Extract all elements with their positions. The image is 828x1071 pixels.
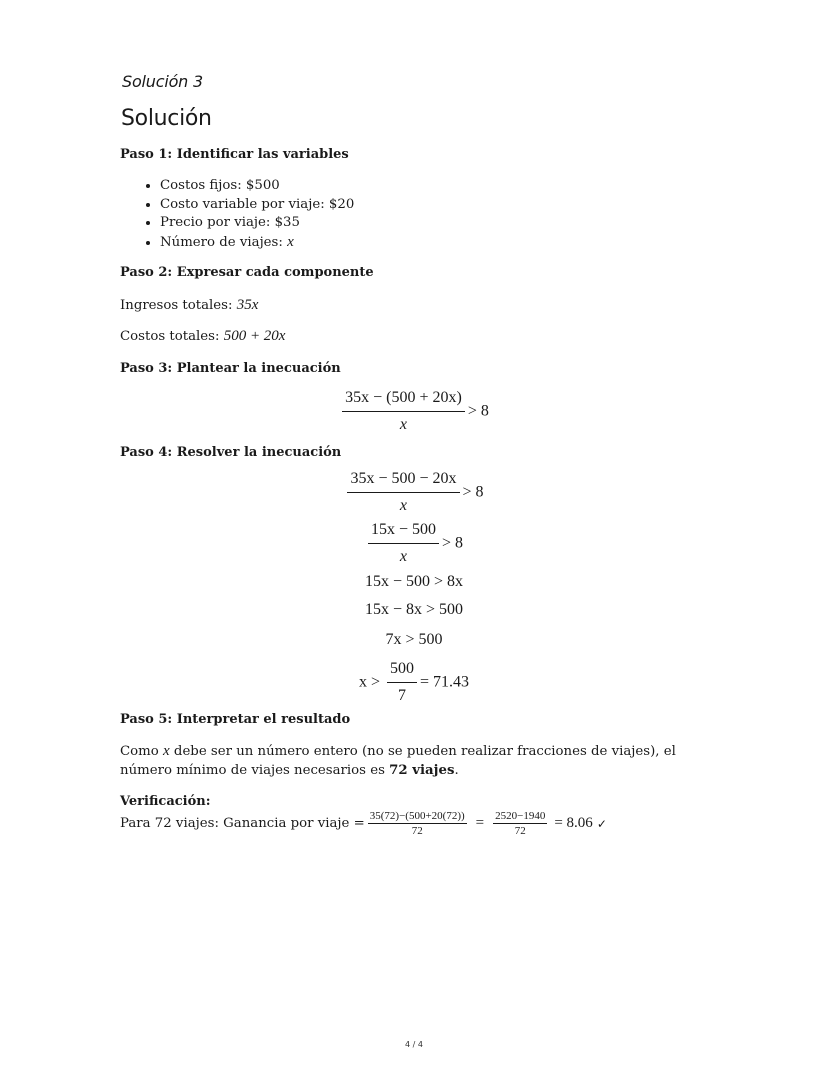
interpretation-paragraph: Como x debe ser un número entero (no se pueden realizar fracciones de viajes), el número mínimo de viajes necesarios es 72 viajes.: [120, 743, 676, 778]
verification-line: Para 72 viajes: Ganancia por viaje = $\frac{35(72)-(500+20(72))}{72}$ = $\frac{2520-1940}{72}$ = 8.06 ✓: [120, 810, 607, 837]
inequation-setup: $\frac{35x - (500 + 20x)}{x}$ > 8: [0, 389, 828, 434]
cost-line: Costos totales: 500 + 20x: [120, 328, 286, 344]
fraction: $\frac{15x - 500}{x}$: [368, 521, 439, 566]
verification-heading: Verificación:: [120, 794, 211, 809]
revenue-line: Ingresos totales: 35x: [120, 297, 259, 313]
step2-heading: Paso 2: Expresar cada componente: [120, 265, 374, 280]
solution-subtitle: Solución 3: [122, 72, 203, 91]
fraction: $\frac{35x - 500 - 20x}{x}$: [347, 470, 459, 515]
step4-heading: Paso 4: Resolver la inecuación: [120, 445, 342, 460]
solve-line-4: 15x − 8x > 500: [364, 601, 464, 618]
fraction: $\frac{500}{7}$: [387, 660, 417, 705]
solve-line-1: $\frac{35x - 500 - 20x}{x}$ > 8: [0, 470, 828, 515]
variable-x: x: [287, 233, 294, 250]
list-item: • Precio por viaje: $35: [160, 214, 354, 233]
list-item: • Costos fijos: $500: [160, 177, 354, 196]
revenue-expression: 35x: [236, 297, 259, 313]
solve-line-6: x > $\frac{500}{7}$ = 71.43: [358, 660, 470, 704]
fraction: $\frac{2520-1940}{72}$: [495, 810, 546, 837]
list-item: • Número de viajes: x: [160, 233, 354, 253]
fraction: $\frac{35(72)-(500+20(72))}{72}$: [369, 810, 465, 837]
variables-list: [120, 177, 354, 252]
solve-line-3: 15x − 500 > 8x: [364, 573, 464, 590]
step3-heading: Paso 3: Plantear la inecuación: [120, 361, 341, 376]
final-answer: 72 viajes: [389, 763, 455, 778]
solve-line-5: 7x > 500: [385, 631, 443, 648]
step5-heading: Paso 5: Interpretar el resultado: [120, 712, 351, 727]
cost-expression: 500 + 20x: [223, 328, 286, 344]
check-icon: ✓: [596, 816, 607, 831]
page-number: 4 / 4: [405, 1040, 423, 1049]
solve-line-2: $\frac{15x - 500}{x}$ > 8: [0, 521, 828, 566]
page-title: Solución: [121, 106, 212, 131]
fraction: $\frac{35x - (500 + 20x)}{x}$: [342, 389, 465, 434]
list-item: • Costo variable por viaje: $20: [160, 196, 354, 215]
step1-heading: Paso 1: Identificar las variables: [120, 147, 349, 162]
